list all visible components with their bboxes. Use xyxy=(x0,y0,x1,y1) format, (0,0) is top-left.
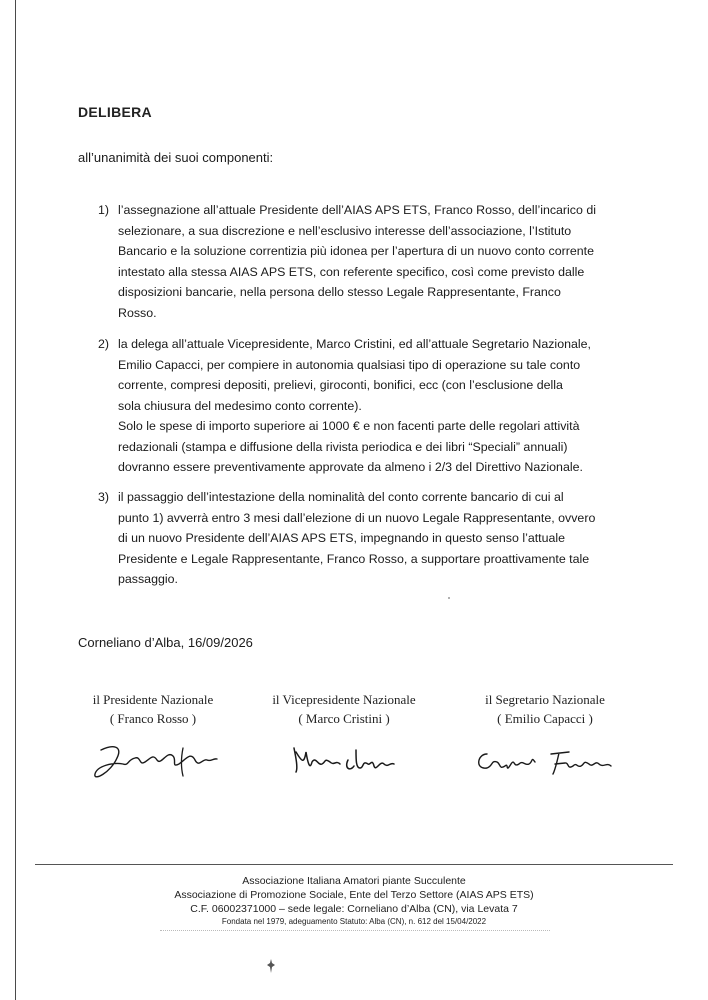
handwritten-signature-vicepresident xyxy=(284,738,404,788)
item-text xyxy=(118,487,638,590)
signature-block-vicepresident xyxy=(249,690,439,788)
list-item-1 xyxy=(98,200,638,323)
text-line: Solo le spese di importo superiore ai 1000 € e non facenti parte delle regolari attività xyxy=(118,419,580,433)
text-line: punto 1) avverrà entro 3 mesi dall’elezione di un nuovo Legale Rappresentante, ovvero xyxy=(118,510,596,525)
scan-edge-line xyxy=(15,0,16,1000)
text-line: Emilio Capacci, per compiere in autonomia qualsiasi tipo di operazione su tale conto xyxy=(118,357,581,372)
text-line: Presidente e Legale Rappresentante, Franco Rosso, a supportare proattivamente tale xyxy=(118,551,590,566)
text-line: passaggio. xyxy=(118,572,178,586)
footer-divider xyxy=(35,864,673,865)
text-line: corrente, compresi depositi, prelievi, giroconti, bonifici, ecc (con l’esclusione della xyxy=(118,378,563,392)
item-paragraph xyxy=(118,416,638,478)
text-line: intestato alla stessa AIAS APS ETS, con referente specifico, così come previsto dalle xyxy=(118,264,585,279)
list-item-2 xyxy=(98,334,638,478)
text-line: redazionali (stampa e diffusione della rivista periodica e dei libri “Speciali” annuali) xyxy=(118,439,568,454)
signature-name: ( Emilio Capacci ) xyxy=(497,711,593,726)
text-line: di un nuovo Presidente dell’AIAS APS ETS, impegnando in questo senso l’attuale xyxy=(118,531,566,545)
text-line: la delega all’attuale Vicepresidente, Marco Cristini, ed all’attuale Segretario Nazionale, xyxy=(118,337,591,351)
item-paragraph xyxy=(118,200,638,323)
scan-speck xyxy=(448,597,450,599)
item-number: 3) xyxy=(98,490,110,504)
signature-name: ( Marco Cristini ) xyxy=(298,711,390,726)
handwritten-signature-secretary xyxy=(465,738,625,788)
list-item-3 xyxy=(98,487,638,590)
item-text xyxy=(118,200,638,323)
text-line: Bancario e la soluzione correntizia più idonea per l’apertura di un nuovo conto corrente xyxy=(118,244,594,258)
item-paragraph xyxy=(118,334,638,416)
footer-cutoff-line xyxy=(160,930,550,934)
document-heading: DELIBERA xyxy=(78,104,152,120)
text-line: selezionare, a sua discrezione e nell’esclusivo interesse dell’associazione, l’Istituto xyxy=(118,223,572,238)
signature-name: ( Franco Rosso ) xyxy=(109,711,197,726)
signature-block-secretary xyxy=(450,690,640,788)
intro-text: all’unanimità dei suoi componenti: xyxy=(78,150,274,165)
item-number: 1) xyxy=(98,203,110,217)
item-text xyxy=(118,334,638,478)
footer-founding-info: Fondata nel 1979, adeguamento Statuto: Alba (CN), n. 612 del 15/04/2022 xyxy=(221,917,487,926)
signature-role: il Segretario Nazionale xyxy=(485,692,605,707)
signature-role: il Presidente Nazionale xyxy=(92,692,214,707)
footer-fiscal-code-address: C.F. 06002371000 – sede legale: Corneliano d’Alba (CN), via Levata 7 xyxy=(190,903,518,915)
handwritten-signature-president xyxy=(83,738,223,788)
text-line: disposizioni bancarie, nella persona dello stesso Legale Rappresentante, Franco xyxy=(118,285,561,299)
item-paragraph xyxy=(118,487,638,590)
text-line: sola chiusura del medesimo conto corrente). xyxy=(118,398,362,413)
scan-artifact xyxy=(266,958,276,974)
text-line: il passaggio dell’intestazione della nominalità del conto corrente bancario di cui al xyxy=(118,490,564,504)
footer-association-type: Associazione di Promozione Sociale, Ente del Terzo Settore (AIAS APS ETS) xyxy=(174,889,534,901)
signature-block-president xyxy=(58,690,248,788)
footer-association-name: Associazione Italiana Amatori piante Succulente xyxy=(242,875,466,887)
text-line: dovranno essere preventivamente approvate da almeno i 2/3 del Direttivo Nazionale. xyxy=(118,460,583,474)
signature-role: il Vicepresidente Nazionale xyxy=(272,692,416,707)
place-date: Corneliano d’Alba, 16/09/2026 xyxy=(78,635,253,650)
text-line: Rosso. xyxy=(118,305,157,320)
item-number: 2) xyxy=(98,337,110,351)
text-line: l’assegnazione all’attuale Presidente dell’AIAS APS ETS, Franco Rosso, dell’incarico di xyxy=(118,203,596,217)
